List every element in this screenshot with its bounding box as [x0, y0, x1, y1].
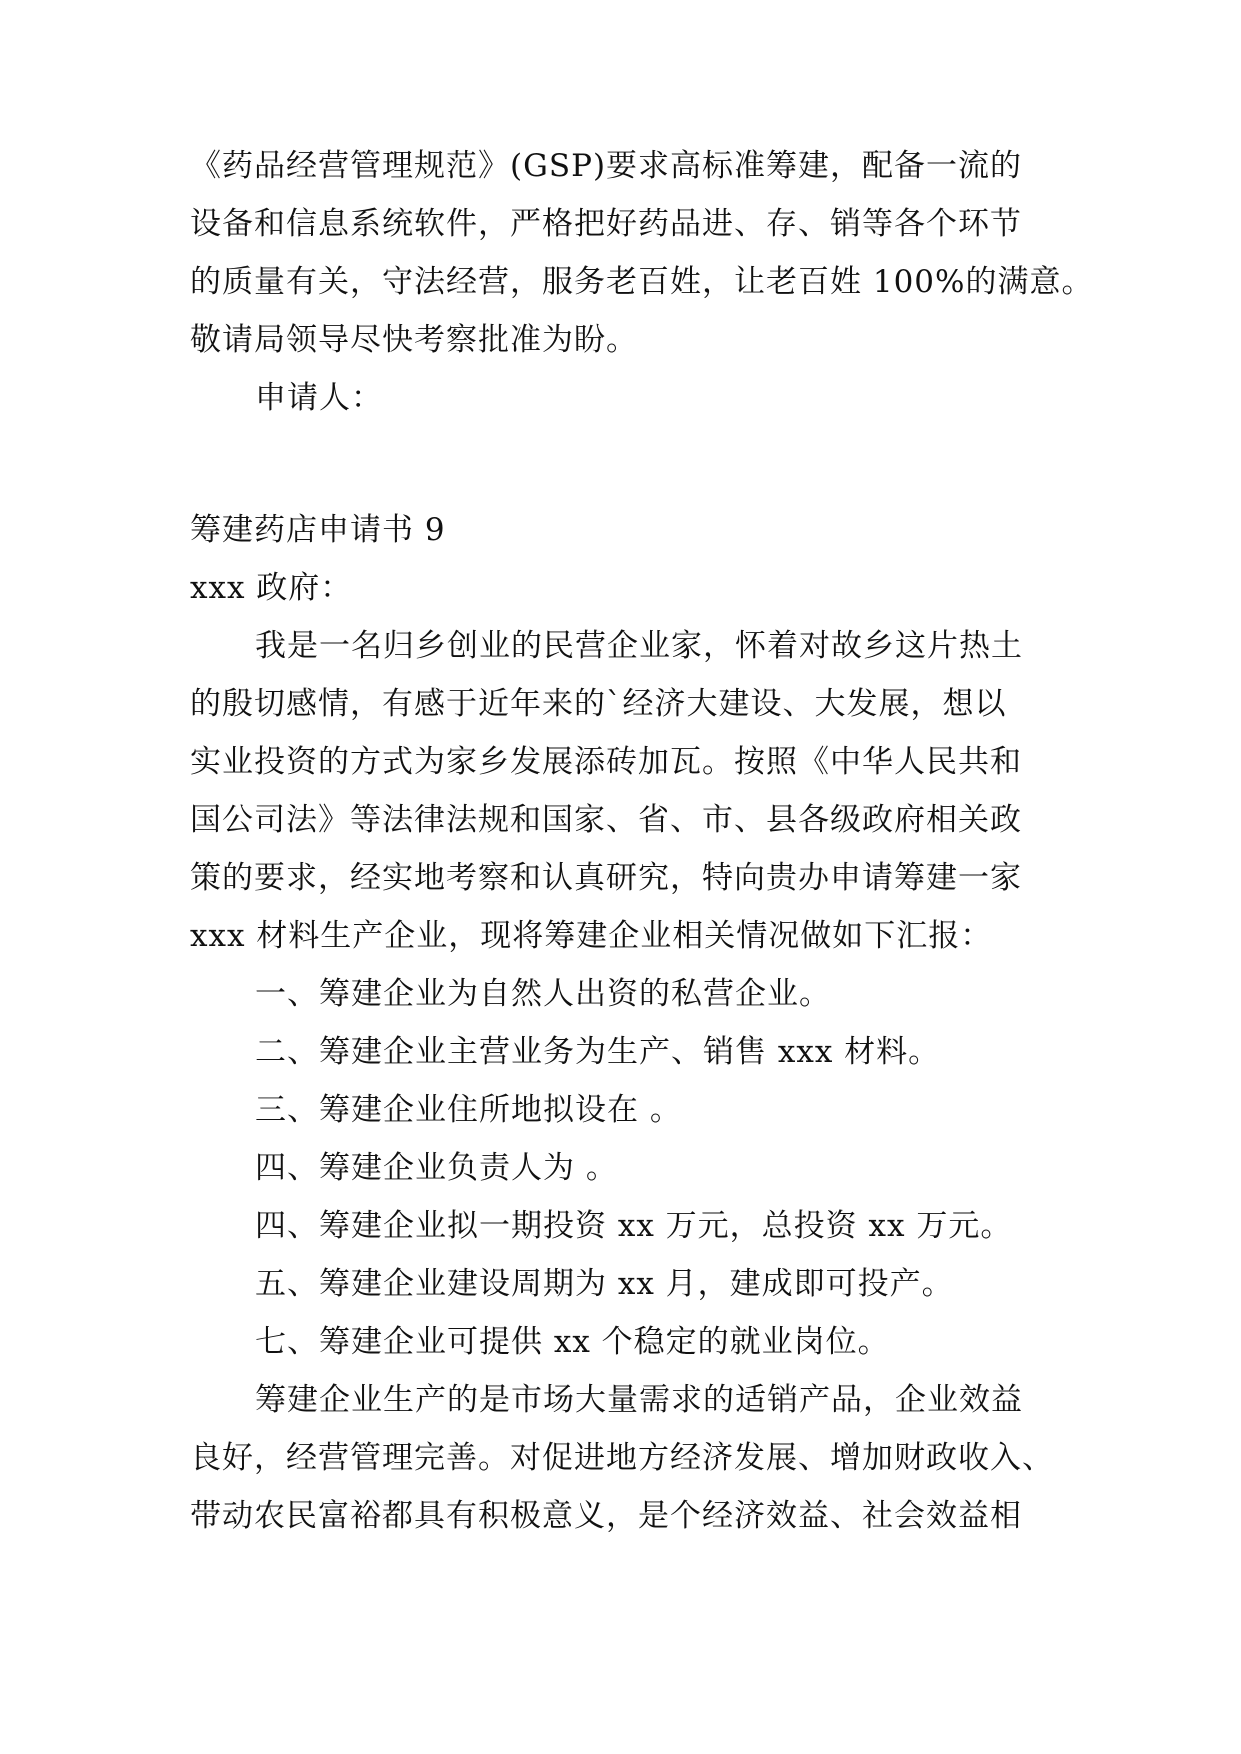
paragraph-line: 我是一名归乡创业的民营企业家，怀着对故乡这片热土 [255, 628, 1023, 664]
salutation: xxx 政府： [190, 570, 353, 606]
list-item: 一、筹建企业为自然人出资的私营企业。 [255, 976, 831, 1012]
paragraph-line: xxx 材料生产企业，现将筹建企业相关情况做如下汇报： [190, 918, 993, 954]
list-item: 四、筹建企业拟一期投资 xx 万元，总投资 xx 万元。 [255, 1208, 1013, 1244]
paragraph-line: 带动农民富裕都具有积极意义，是个经济效益、社会效益相 [190, 1498, 1022, 1534]
list-item: 二、筹建企业主营业务为生产、销售 xxx 材料。 [255, 1034, 941, 1070]
section-title: 筹建药店申请书 9 [190, 512, 446, 548]
list-item: 七、筹建企业可提供 xx 个稳定的就业岗位。 [255, 1324, 890, 1360]
paragraph-line: 实业投资的方式为家乡发展添砖加瓦。按照《中华人民共和 [190, 744, 1022, 780]
paragraph-line: 设备和信息系统软件，严格把好药品进、存、销等各个环节 [190, 206, 1022, 242]
list-item: 五、筹建企业建设周期为 xx 月，建成即可投产。 [255, 1266, 954, 1302]
paragraph-line: 策的要求，经实地考察和认真研究，特向贵办申请筹建一家 [190, 860, 1022, 896]
list-item: 三、筹建企业住所地拟设在 。 [255, 1092, 682, 1128]
signature-label: 申请人： [255, 380, 383, 416]
paragraph-line: 的殷切感情，有感于近年来的`经济大建设、大发展，想以 [190, 686, 1007, 722]
paragraph-line: 筹建企业生产的是市场大量需求的适销产品，企业效益 [255, 1382, 1023, 1418]
paragraph-line: 国公司法》等法律法规和国家、省、市、县各级政府相关政 [190, 802, 1022, 838]
paragraph-line: 的质量有关，守法经营，服务老百姓，让老百姓 100%的满意。 [190, 264, 1094, 300]
paragraph-line: 敬请局领导尽快考察批准为盼。 [190, 322, 638, 358]
paragraph-line: 良好，经营管理完善。对促进地方经济发展、增加财政收入、 [190, 1440, 1054, 1476]
list-item: 四、筹建企业负责人为 。 [255, 1150, 618, 1186]
paragraph-line: 《药品经营管理规范》(GSP)要求高标准筹建，配备一流的 [190, 148, 1023, 184]
